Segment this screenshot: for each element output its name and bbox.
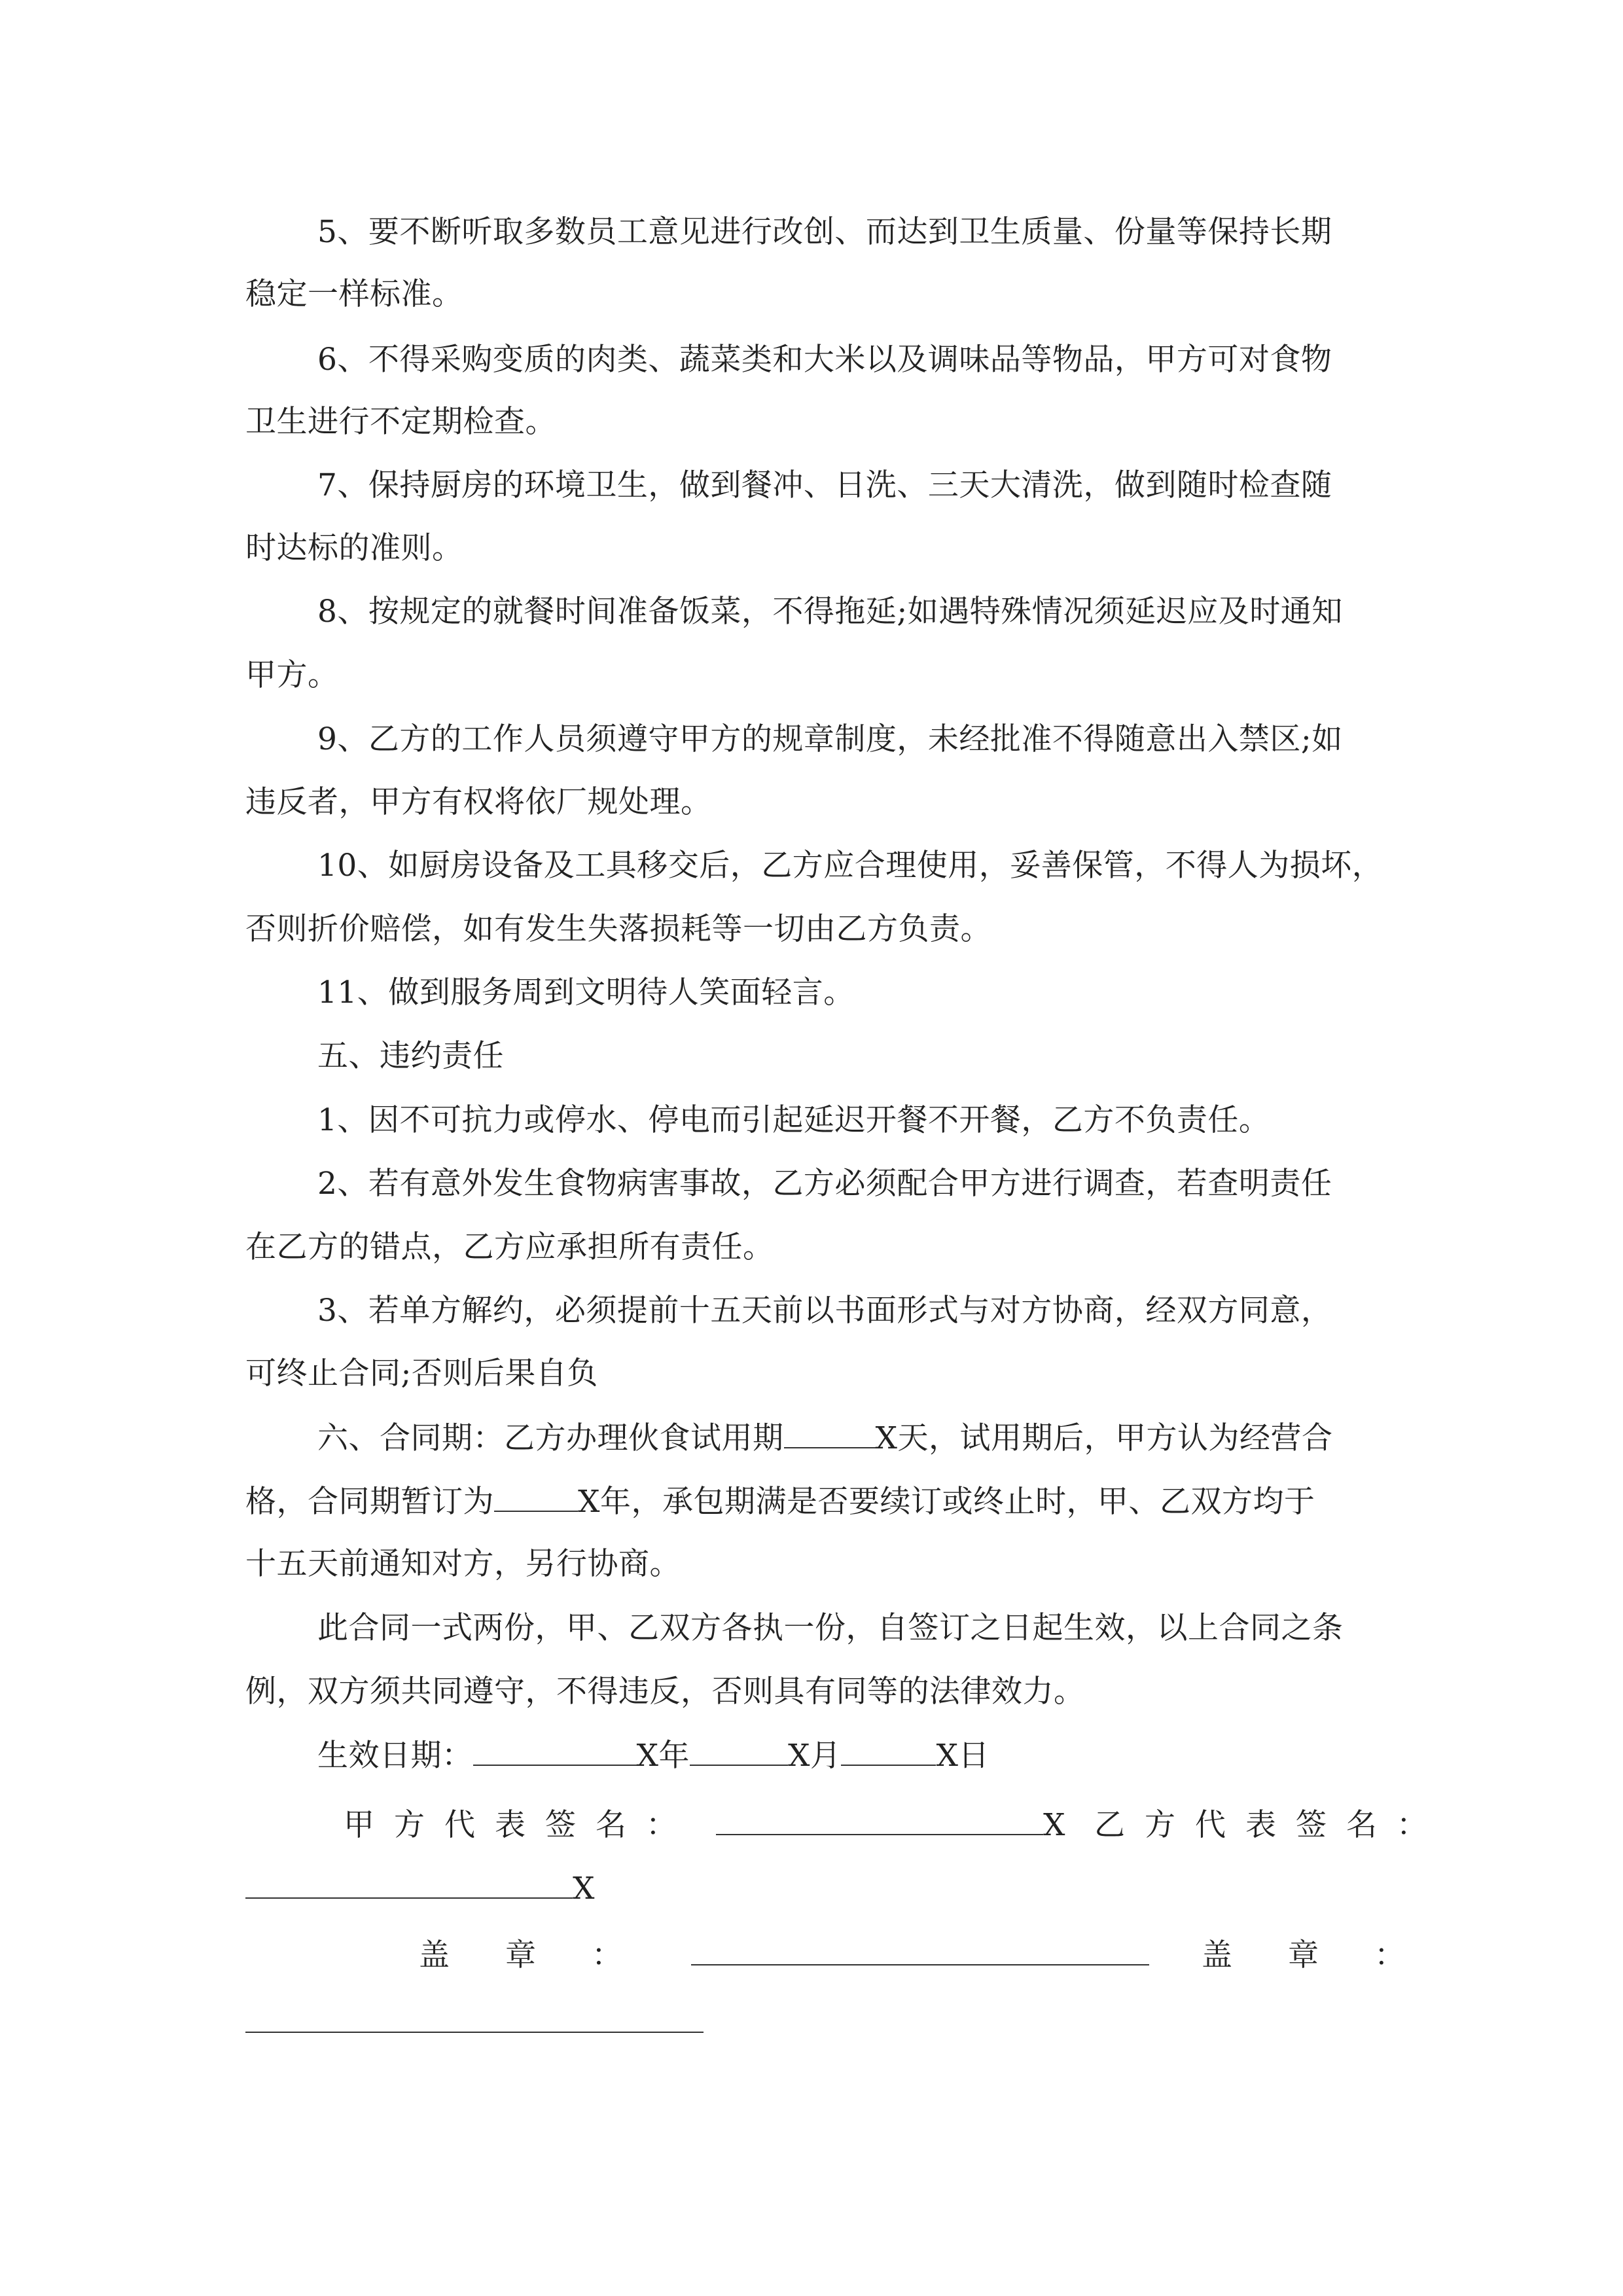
clause-6-line-2: 卫生进行不定期检查。: [245, 404, 556, 440]
party-b-seal-blank[interactable]: [245, 2032, 704, 2033]
section-6-text-c: 格，合同期暂订为: [245, 1484, 494, 1520]
contract-years-blank[interactable]: [494, 1482, 578, 1512]
liability-2-line-2: 在乙方的错点，乙方应承担所有责任。: [245, 1229, 774, 1265]
effective-date-label: 生效日期：: [317, 1738, 473, 1774]
clause-9-line-2: 违反者，甲方有权将依厂规处理。: [245, 784, 712, 820]
year-suffix: X年: [636, 1738, 690, 1774]
year-blank[interactable]: [473, 1736, 637, 1766]
clause-8-line-1: 8、按规定的就餐时间准备饭菜，不得拖延;如遇特殊情况须延迟应及时通知: [317, 594, 1343, 630]
liability-3-line-1: 3、若单方解约，必须提前十五天前以书面形式与对方协商，经双方同意，: [317, 1293, 1332, 1329]
day-blank[interactable]: [841, 1736, 936, 1766]
party-a-x: X: [1043, 1807, 1065, 1843]
clause-6-line-1: 6、不得采购变质的肉类、蔬菜类和大米以及调味品等物品，甲方可对食物: [317, 342, 1332, 378]
clause-7-line-1: 7、保持厨房的环境卫生，做到餐冲、日洗、三天大清洗，做到随时检查随: [317, 467, 1332, 503]
section-6-line-2: [245, 1482, 1381, 1521]
party-a-signature-label: 甲方代表签名：: [344, 1807, 696, 1843]
clause-7-line-2: 时达标的准则。: [245, 530, 463, 566]
party-a-signature-blank[interactable]: [716, 1805, 1043, 1835]
signature-row-2: [245, 1869, 1381, 1908]
party-b-x: X: [573, 1871, 595, 1907]
clause-11: 11、做到服务周到文明待人笑面轻言。: [317, 975, 855, 1011]
effective-date-row: [317, 1736, 1381, 1775]
signature-row: [344, 1805, 1447, 1844]
clause-10-line-1: 10、如厨房设备及工具移交后，乙方应合理使用，妥善保管，不得人为损坏，: [317, 848, 1383, 884]
day-suffix: X日: [936, 1738, 990, 1774]
section-6-text-b: X天，试用期后，甲方认为经营合: [875, 1420, 1333, 1456]
clause-9-line-1: 9、乙方的工作人员须遵守甲方的规章制度，未经批准不得随意出入禁区;如: [317, 721, 1343, 757]
month-suffix: X月: [787, 1738, 842, 1774]
section-6-text-d: X年，承包期满是否要续订或终止时，甲、乙双方均于: [578, 1484, 1315, 1520]
party-b-seal-label: 盖章：: [1202, 1937, 1461, 1973]
closing-line-1: 此合同一式两份，甲、乙双方各执一份，自签订之日起生效，以上合同之条: [317, 1610, 1344, 1646]
month-blank[interactable]: [690, 1736, 788, 1766]
seal-row: [419, 1935, 1461, 1975]
section-6-line-3: 十五天前通知对方，另行协商。: [245, 1546, 681, 1582]
section-6-line-1: [317, 1418, 1381, 1458]
party-b-signature-blank[interactable]: [245, 1869, 573, 1899]
liability-3-line-2: 可终止合同;否则后果自负: [245, 1355, 598, 1391]
section-6-text-a: 六、合同期：乙方办理伙食试用期: [317, 1420, 784, 1456]
party-a-seal-blank[interactable]: [691, 1935, 1149, 1965]
party-a-seal-label: 盖章：: [419, 1937, 678, 1973]
clause-10-line-2: 否则折价赔偿，如有发生失落损耗等一切由乙方负责。: [245, 911, 991, 947]
trial-days-blank[interactable]: [784, 1418, 876, 1448]
section-5-heading: 五、违约责任: [317, 1038, 504, 1074]
liability-2-line-1: 2、若有意外发生食物病害事故，乙方必须配合甲方进行调查，若查明责任: [317, 1166, 1332, 1202]
closing-line-2: 例，双方须共同遵守，不得违反，否则具有同等的法律效力。: [245, 1674, 1085, 1710]
clause-5-line-1: 5、要不断听取多数员工意见进行改创、而达到卫生质量、份量等保持长期: [317, 214, 1332, 250]
contract-page: [245, 0, 1461, 2296]
party-b-signature-label: 乙方代表签名：: [1094, 1807, 1447, 1843]
clause-8-line-2: 甲方。: [245, 657, 339, 693]
clause-5-line-2: 稳定一样标准。: [245, 276, 463, 312]
liability-1: 1、因不可抗力或停水、停电而引起延迟开餐不开餐，乙方不负责任。: [317, 1102, 1270, 1138]
